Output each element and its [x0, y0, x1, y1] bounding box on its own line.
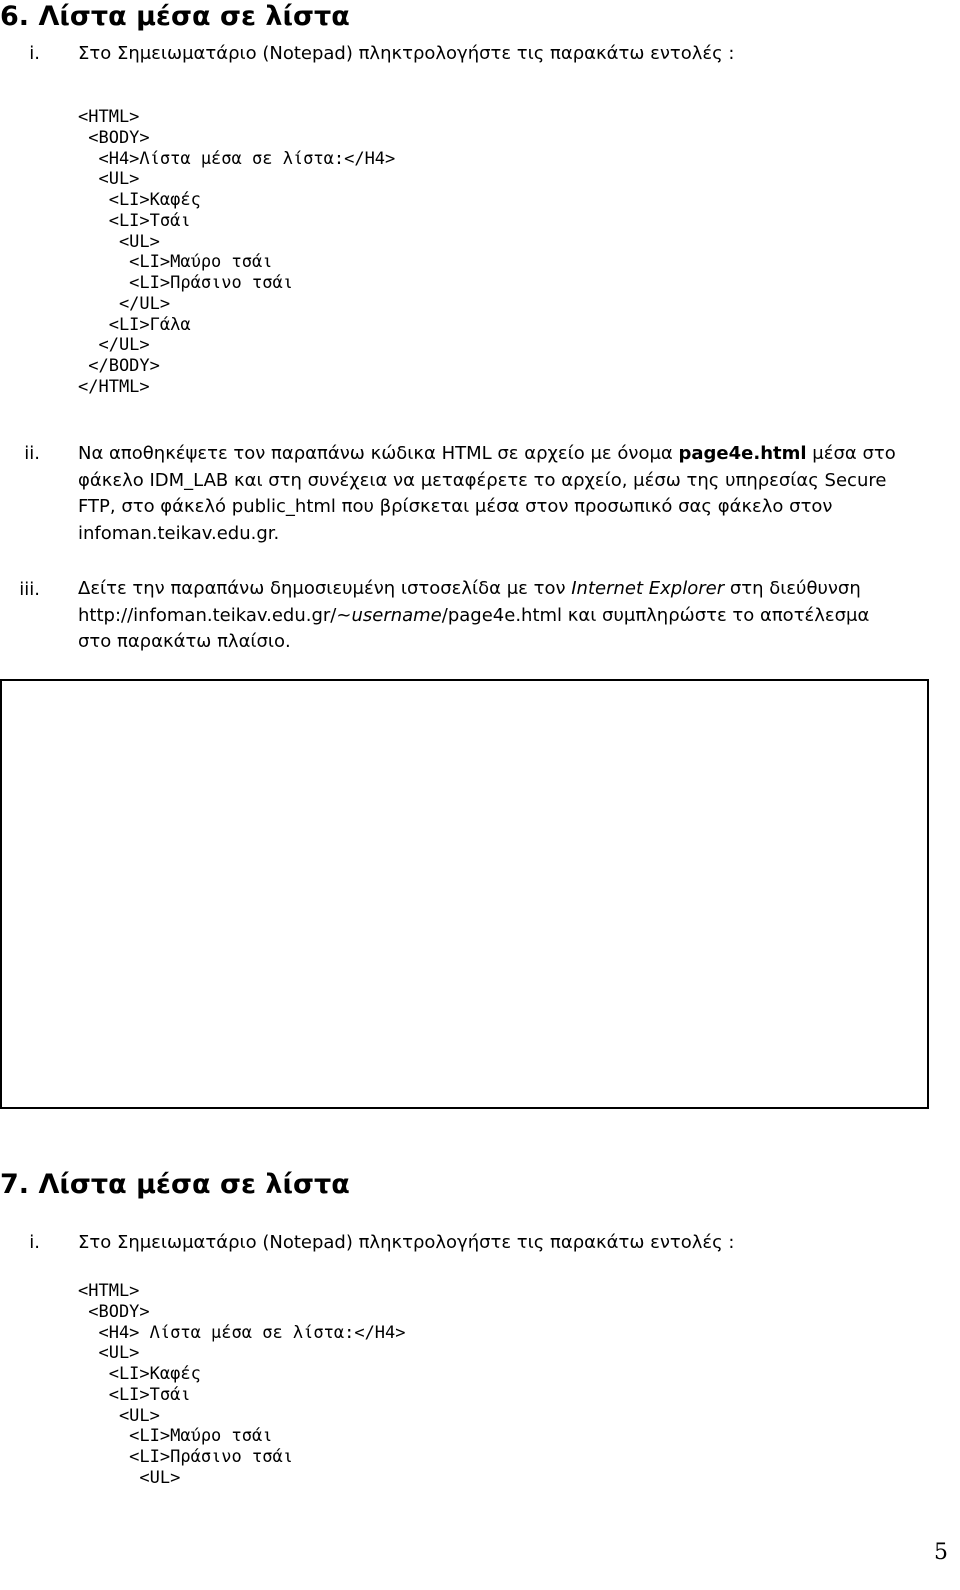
section-7-code-line: <UL> — [78, 1467, 181, 1488]
filename-bold: page4e.html — [678, 443, 807, 464]
section-7-code-line: <BODY> — [78, 1301, 150, 1322]
section-7-code-line: <HTML> — [78, 1281, 140, 1301]
step-2-text-b: μέσα στο — [806, 443, 896, 464]
section-7-code-line: <LI>Πράσινο τσάι — [78, 1447, 293, 1467]
step-text: Στο Σημειωματάριο (Notepad) πληκτρολογήστε τις παρακάτω εντολές : — [78, 1232, 735, 1253]
section-7-code-line: <LI>Μαύρο τσάι — [78, 1426, 273, 1447]
step-3-text-a: Δείτε την παραπάνω δημοσιευμένη ιστοσελίδα με τον — [78, 578, 572, 599]
section-6-code-line: <UL> — [78, 169, 140, 190]
section-6-step-1 — [0, 43, 960, 65]
step-3-line-2 — [78, 603, 869, 630]
step-2-line-2: φάκελο IDM_LAB και στη συνέχεια να μεταφέρετε το αρχείο, μέσω της υπηρεσίας Secure — [78, 469, 887, 491]
section-6-step-2-text — [78, 441, 896, 547]
step-2-line-3: FTP, στο φάκελό public_html που βρίσκεται μέσα στον προσωπικό σας φάκελο στον — [78, 496, 833, 517]
url-part-2: /page4e.html και συμπληρώστε το αποτέλεσμα — [441, 604, 870, 626]
section-6-heading: 6. Λίστα μέσα σε λίστα — [0, 1, 350, 32]
section-7-code-listing — [78, 1281, 406, 1489]
step-number: i. — [29, 43, 40, 64]
section-6-code-line: <LI>Πράσινο τσάι — [78, 273, 293, 293]
section-6-code-line: </HTML> — [78, 376, 150, 397]
step-number: i. — [29, 1232, 40, 1253]
section-7-code-line: <LI>Καφές — [78, 1364, 201, 1384]
step-3-line-1 — [78, 576, 869, 603]
section-6-code-line: </UL> — [78, 335, 150, 356]
section-7-heading: 7. Λίστα μέσα σε λίστα — [0, 1169, 350, 1200]
section-6-code-line: <LI>Μαύρο τσάι — [78, 252, 273, 273]
section-6-code-line: <HTML> — [78, 107, 140, 127]
section-6-code-line: <LI>Γάλα — [78, 314, 191, 335]
section-6-code-listing — [78, 107, 395, 398]
section-6-code-line: <UL> — [78, 231, 160, 252]
section-7-code-line: <LI>Τσάι — [78, 1384, 191, 1405]
section-6-code-line: <LI>Τσάι — [78, 210, 191, 231]
step-2-line-1 — [78, 441, 896, 468]
section-6-code-line: <BODY> — [78, 127, 150, 148]
section-6-code-line: <LI>Καφές — [78, 190, 201, 210]
step-number: ii. — [24, 443, 40, 464]
section-7-step-1 — [0, 1232, 960, 1254]
section-7-code-line: <UL> — [78, 1405, 160, 1426]
step-text: Στο Σημειωματάριο (Notepad) πληκτρολογήστε τις παρακάτω εντολές : — [78, 43, 735, 64]
answer-box — [0, 679, 929, 1109]
section-6-code-line: </UL> — [78, 293, 171, 314]
page-number: 5 — [934, 1540, 948, 1565]
step-2-line-4: infoman.teikav.edu.gr. — [78, 522, 280, 544]
section-6-step-3-text — [78, 576, 869, 656]
step-3-line-3: στο παρακάτω πλαίσιο. — [78, 631, 291, 652]
url-part-1: http://infoman.teikav.edu.gr/~ — [78, 604, 352, 626]
section-7-code-line: <UL> — [78, 1343, 140, 1364]
section-6-code-line: <H4>Λίστα μέσα σε λίστα:</H4> — [78, 148, 396, 169]
section-6-code-line: </BODY> — [78, 356, 160, 376]
step-number: iii. — [19, 579, 40, 600]
step-2-text-a: Να αποθηκέψετε τον παραπάνω κώδικα HTML σε αρχείο με όνομα — [78, 443, 679, 464]
section-7-code-line: <H4> Λίστα μέσα σε λίστα:</H4> — [78, 1322, 406, 1343]
browser-name-italic: Internet Explorer — [571, 578, 725, 599]
url-username-italic: username — [351, 604, 442, 626]
step-3-text-b: στη διεύθυνση — [724, 578, 861, 599]
